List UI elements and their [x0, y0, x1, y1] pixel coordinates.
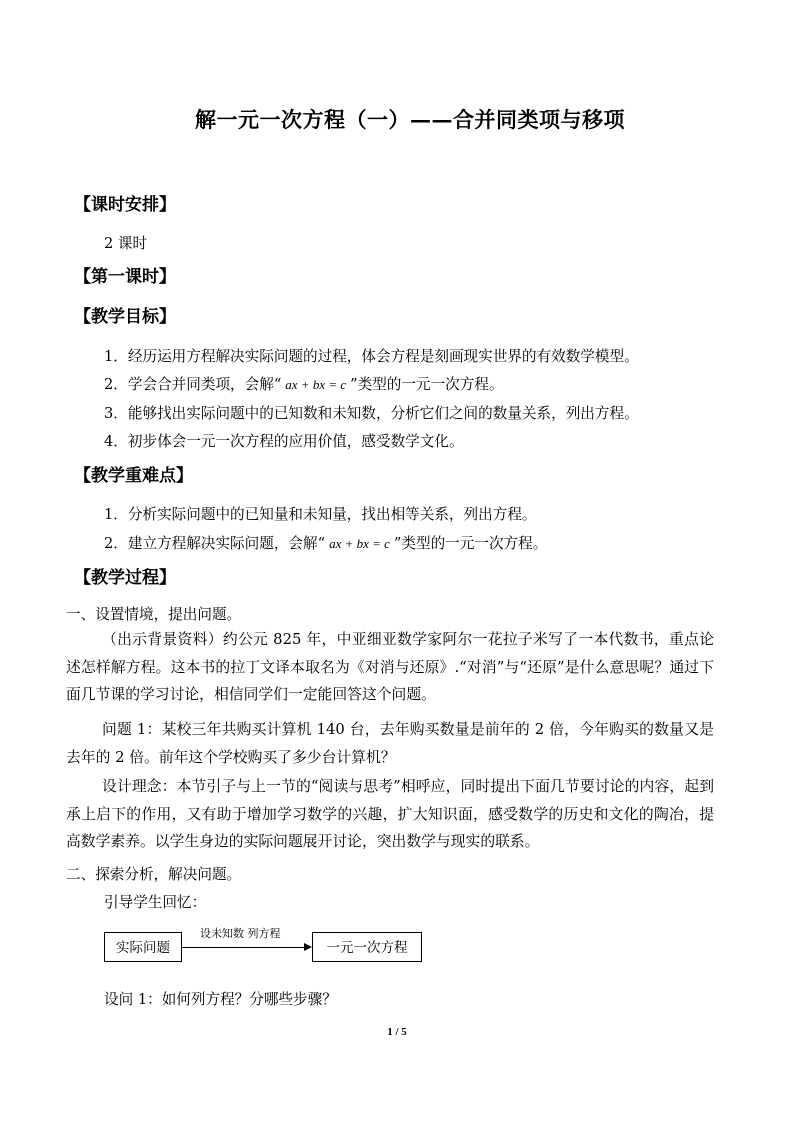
flow-diagram: [104, 925, 424, 969]
goal2-suffix: ”类型的一元一次方程。: [350, 376, 504, 393]
page-title: 解一元一次方程（一）——合并同类项与移项: [195, 107, 625, 132]
linear-equation-box: 一元一次方程: [312, 932, 422, 962]
key-point2-equation: ax + bx = c: [329, 536, 390, 551]
background-paragraph: （出示背景资料）约公元 825 年，中亚细亚数学家阿尔一花拉子米写了一本代数书，重点论述怎样解方程。这本书的拉丁文译本取名为《对消与还原》.“对消”与“还原”是什么意思呢？通过下面几节课的学习讨论，相信同学们一定能回答这个问题。: [66, 631, 714, 703]
step2-heading: 二、探索分析，解决问题。: [66, 866, 242, 883]
key-point2-prefix: 2．建立方程解决实际问题，会解“: [104, 535, 326, 552]
goal2-prefix: 2．学会合并同类项，会解“: [104, 376, 282, 393]
real-problem-box: 实际问题: [104, 932, 182, 962]
key-point-2: [104, 532, 547, 553]
page-number: 1 / 5: [387, 1026, 407, 1038]
key-points-heading: 【教学重难点】: [74, 466, 193, 486]
key-point-1: 1．分析实际问题中的已知量和未知量，找出相等关系，列出方程。: [104, 506, 537, 523]
problem1-paragraph: 问题 1：某校三年共购买计算机 140 台，去年购买数量是前年的 2 倍，今年购买的数量又是去年的 2 倍。前年这个学校购买了多少台计算机？: [66, 721, 714, 766]
key-point2-suffix: ”类型的一元一次方程。: [393, 535, 548, 552]
arrow-line: [182, 947, 306, 948]
design-paragraph: 设计理念：本节引子与上一节的“阅读与思考”相呼应，同时提出下面几节要讨论的内容，起到承上启下的作用，又有助于增加学习数学的兴趣，扩大知识面，感受数学的历史和文化的陶冶，提高数学素养。以学生身边的实际问题展开讨论，突出数学与现实的联系。: [66, 778, 714, 850]
schedule-heading: 【课时安排】: [74, 195, 176, 215]
goal-item-1: 1．经历运用方程解决实际问题的过程，体会方程是刻画现实世界的有效数学模型。: [104, 348, 639, 365]
goal-item-2: [104, 373, 504, 394]
step1-heading: 一、设置情境，提出问题。: [66, 606, 242, 623]
first-lesson-heading: 【第一课时】: [74, 267, 176, 287]
arrow-label: 设未知数 列方程: [200, 927, 281, 940]
goal-item-4: 4．初步体会一元一次方程的应用价值，感受数学文化。: [104, 433, 464, 450]
schedule-text: 2 课时: [104, 235, 148, 252]
guide-text: 引导学生回忆：: [104, 894, 207, 911]
arrow-right-icon: [304, 943, 312, 951]
process-heading: 【教学过程】: [74, 568, 176, 588]
goal2-equation: ax + bx = c: [285, 377, 347, 392]
goal-item-3: 3．能够找出实际问题中的已知数和未知数，分析它们之间的数量关系，列出方程。: [104, 405, 639, 422]
question1: 设问 1：如何列方程？分哪些步骤？: [104, 991, 337, 1008]
goals-heading: 【教学目标】: [74, 307, 176, 327]
